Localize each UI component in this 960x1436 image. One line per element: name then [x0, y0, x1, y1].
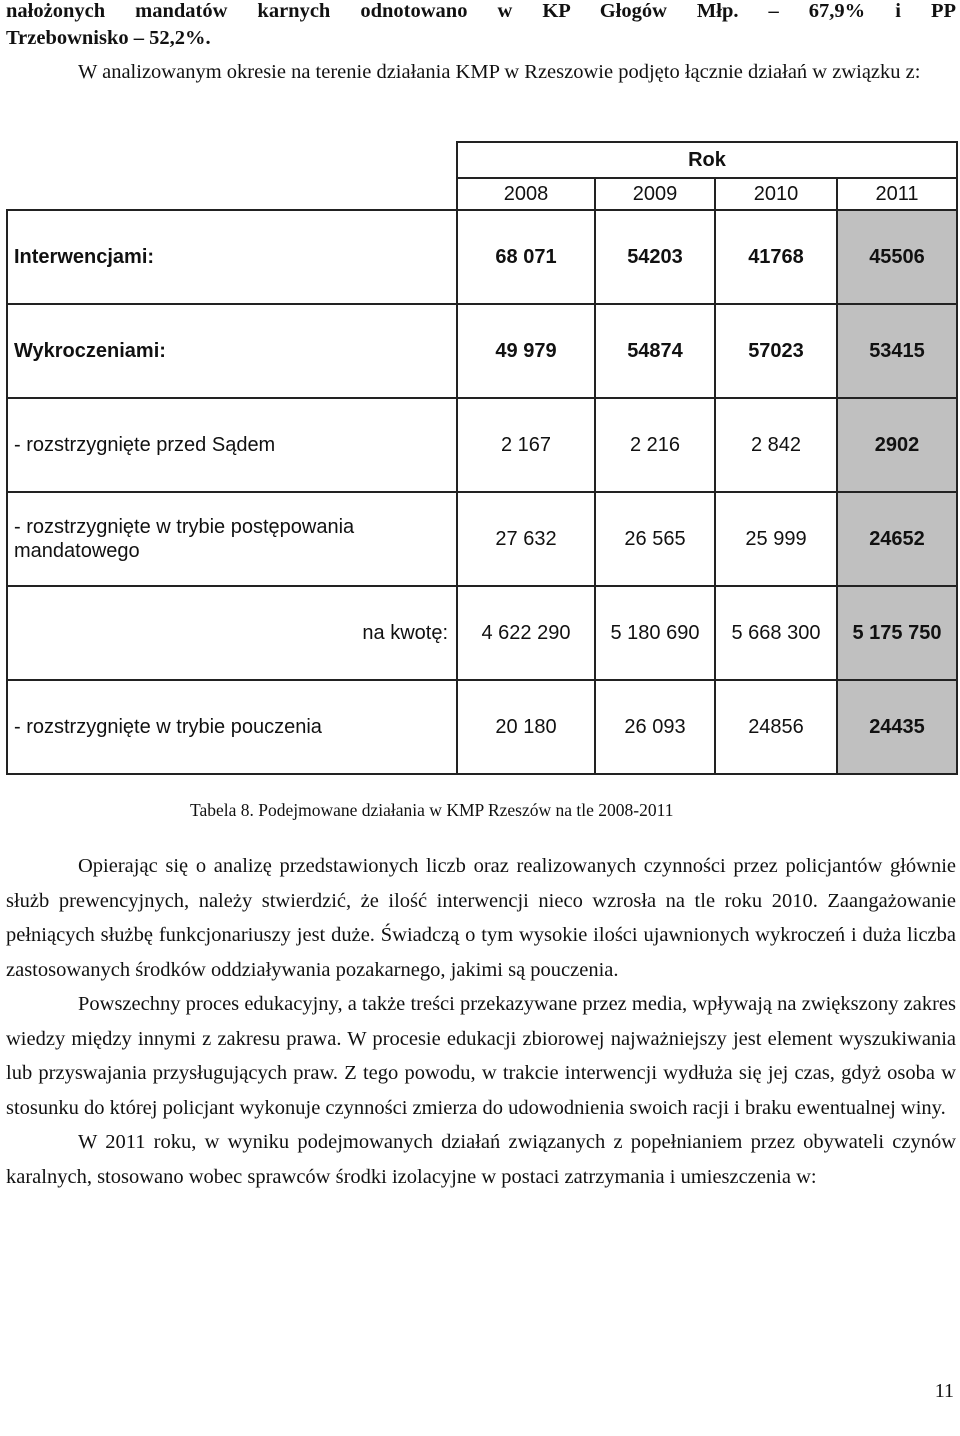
table-cell: 4 622 290	[457, 586, 595, 680]
table-cell: 24856	[715, 680, 837, 774]
row-label: - rozstrzygnięte w trybie postępowania mandatowego	[7, 492, 457, 586]
table-cell: 45506	[837, 210, 957, 304]
table-cell: 5 180 690	[595, 586, 715, 680]
header-year: 2011	[837, 178, 957, 210]
table-caption: Tabela 8. Podejmowane działania w KMP Rzeszów na tle 2008-2011	[190, 800, 674, 820]
table-row	[7, 586, 957, 680]
table-cell: 2 842	[715, 398, 837, 492]
row-label: na kwotę:	[7, 586, 457, 680]
body-paragraph-3: W 2011 roku, w wyniku podejmowanych działań związanych z popełnianiem przez obywateli czynów karalnych, stosowano wobec sprawców środki izolacyjne w postaci zatrzymania i umieszczenia w:	[6, 1131, 956, 1188]
row-label: - rozstrzygnięte przed Sądem	[7, 398, 457, 492]
table-cell: 41768	[715, 210, 837, 304]
table-cell: 53415	[837, 304, 957, 398]
table-row	[7, 680, 957, 774]
actions-table	[6, 141, 958, 775]
intro-section	[6, 0, 956, 90]
table-cell: 25 999	[715, 492, 837, 586]
body-paragraph-2: Powszechny proces edukacyjny, a także treści przekazywane przez media, wpływają na zwiększony zakres wiedzy między innymi z zakresu prawa. W procesie edukacji zbiorowej najważniejszy jest element wyszukiwania lub przyswajania przysługujących praw. Z tego powodu, w trakcie interwencji wydłuża się jej czas, gdyż osoba w stosunku do której policjant wykonuje czynności zmierza do udowodnienia swoich racji i braku ewentualnej winy.	[6, 993, 956, 1119]
table-cell: 26 565	[595, 492, 715, 586]
table-cell: 49 979	[457, 304, 595, 398]
table-cell: 20 180	[457, 680, 595, 774]
table-row	[7, 304, 957, 398]
page-number: 11	[934, 1380, 954, 1402]
table-cell: 5 668 300	[715, 586, 837, 680]
table-cell: 2 216	[595, 398, 715, 492]
intro-line-2: Trzebownisko – 52,2%.	[6, 26, 211, 49]
table-cell: 24652	[837, 492, 957, 586]
table-cell: 27 632	[457, 492, 595, 586]
header-rok: Rok	[457, 142, 957, 178]
header-year: 2010	[715, 178, 837, 210]
table-corner	[7, 142, 457, 210]
table-row	[7, 492, 957, 586]
row-label: - rozstrzygnięte w trybie pouczenia	[7, 680, 457, 774]
table-cell: 2 167	[457, 398, 595, 492]
intro-line-1: nałożonych mandatów karnych odnotowano w KP Głogów Młp. – 67,9% i PP	[6, 0, 956, 22]
table-cell: 26 093	[595, 680, 715, 774]
table-row	[7, 398, 957, 492]
table-cell: 54874	[595, 304, 715, 398]
row-label: Wykroczeniami:	[7, 304, 457, 398]
body-paragraph-1: Opierając się o analizę przedstawionych liczb oraz realizowanych czynności przez policjantów głównie służb prewencyjnych, należy stwierdzić, że ilość interwencji nieco wzrosła na tle roku 2010. Zaangażowanie pełniących służbę funkcjonariuszy jest duże. Świadczą o tym wysokie ilości ujawnionych wykroczeń i duża liczba zastosowanych środków oddziaływania pozakarnego, jakimi są pouczenia.	[6, 855, 956, 981]
table-cell: 54203	[595, 210, 715, 304]
table-row	[7, 210, 957, 304]
table-cell: 24435	[837, 680, 957, 774]
table-cell: 68 071	[457, 210, 595, 304]
header-year: 2009	[595, 178, 715, 210]
intro-paragraph: W analizowanym okresie na terenie działania KMP w Rzeszowie podjęto łącznie działań w związku z:	[78, 61, 921, 83]
row-label: Interwencjami:	[7, 210, 457, 304]
body-text	[6, 849, 956, 1194]
header-year: 2008	[457, 178, 595, 210]
table-cell: 2902	[837, 398, 957, 492]
table-cell: 57023	[715, 304, 837, 398]
table-cell: 5 175 750	[837, 586, 957, 680]
